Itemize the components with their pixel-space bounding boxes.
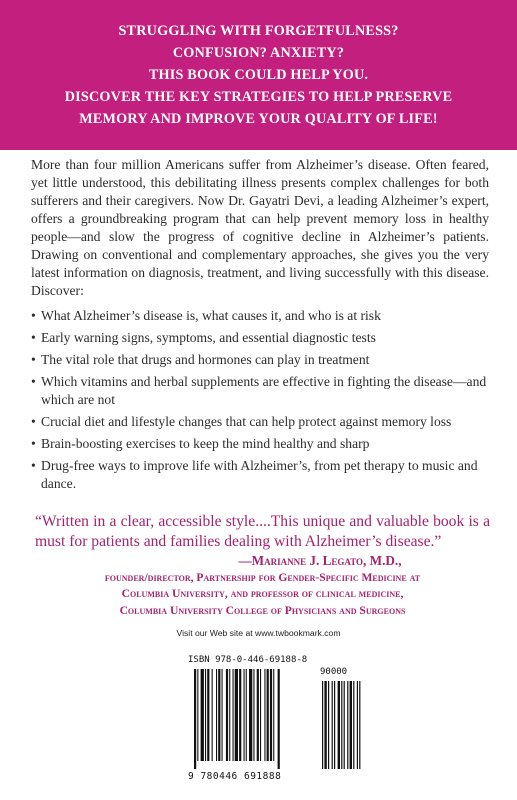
- barcode-bar: [229, 669, 230, 761]
- header-line: STRUGGLING WITH FORGETFULNESS?: [118, 23, 399, 39]
- barcode-bar: [264, 669, 265, 761]
- header-line: CONFUSION? ANXIETY?: [172, 45, 345, 61]
- barcode-bars-icon: [188, 669, 371, 771]
- barcode-bar: [226, 669, 228, 761]
- barcode-bar: [216, 669, 217, 761]
- barcode-addon-bar: [357, 681, 358, 769]
- barcode-bar: [239, 669, 241, 761]
- discover-list: [31, 307, 496, 497]
- barcode-bar: [267, 669, 269, 761]
- quote-author: —Marianne J. Legato, M.D.,: [238, 553, 402, 568]
- barcode-bar: [253, 669, 254, 761]
- attrib-line: Columbia University, and professor of clinical medicine,: [121, 587, 404, 600]
- list-item: • Which vitamins and herbal supplements are effective in fighting the disease—and which are not: [31, 374, 487, 407]
- barcode-bar: [257, 669, 259, 761]
- barcode-addon-bar: [332, 681, 333, 769]
- barcode-addon-bar: [359, 681, 360, 769]
- header-line: MEMORY AND IMPROVE YOUR QUALITY OF LIFE!: [79, 111, 438, 127]
- barcode-bar: [235, 669, 238, 761]
- barcode-bar: [212, 669, 213, 761]
- barcode-addon-bar: [341, 681, 342, 769]
- barcode-bar: [260, 669, 261, 761]
- bullet-icon: •: [31, 374, 36, 389]
- endorsement-quote: [35, 512, 490, 619]
- barcode-bar: [246, 669, 247, 761]
- barcode-bar: [270, 669, 272, 761]
- barcode-addon-bar: [334, 681, 335, 769]
- barcode-addon-bar: [328, 681, 329, 769]
- barcode-bar: [205, 669, 206, 761]
- barcode-bar: [244, 669, 245, 761]
- barcode-bar: [201, 669, 204, 761]
- list-item: • The vital role that drugs and hormones can play in treatment: [31, 352, 370, 367]
- bullet-icon: •: [31, 352, 36, 367]
- barcode-bar: [233, 669, 234, 761]
- list-item: • Early warning signs, symptoms, and essential diagnostic tests: [31, 330, 376, 345]
- barcode-addon-bar: [353, 681, 354, 769]
- list-item: • Brain-boosting exercises to keep the mind healthy and sharp: [31, 436, 370, 451]
- barcode-bar: [207, 669, 209, 761]
- quote-text: “Written in a clear, accessible style....This unique and valuable book is a must for patients and families dealing with Alzheimer’s disease.”: [35, 513, 490, 550]
- barcode-addon-bar: [347, 681, 348, 769]
- intro-paragraph: More than four million Americans suffer from Alzheimer’s disease. Often feared, yet little understood, this debilitating illness presents complex challenges for both sufferers and their caregivers. Now Dr. Gayatri Devi, a leading Alzheimer’s expert, offers a groundbreaking program that can help prevent memory loss in healthy people—and slow the progress of cognitive decline in Alzheimer’s patients. Drawing on conventional and complementary approaches, she gives you the very latest information on diagnosis, treatment, and living successfully with this disease. Discover:: [31, 157, 489, 298]
- bullet-icon: •: [31, 458, 36, 473]
- attrib-line: Columbia University College of Physicians and Surgeons: [119, 603, 406, 617]
- barcode-addon-bar: [350, 681, 352, 769]
- barcode-addon-bar: [338, 681, 340, 769]
- barcode-bar: [197, 669, 198, 761]
- list-item: • Drug-free ways to improve life with Alzheimer’s, from pet therapy to music and dance.: [31, 458, 478, 491]
- bullet-icon: •: [31, 330, 36, 345]
- attrib-line: founder/director, Partnership for Gender-Specific Medicine at: [104, 570, 421, 584]
- barcode-addon-number: 90000: [320, 667, 348, 677]
- bullet-icon: •: [31, 308, 36, 323]
- cover-header-band: [0, 0, 517, 150]
- barcode-addon-bar: [322, 681, 323, 769]
- barcode-bar: [218, 669, 220, 761]
- list-item: • What Alzheimer’s disease is, what causes it, and who is at risk: [31, 308, 381, 323]
- barcode-bar: [194, 669, 196, 769]
- website-line: Visit our Web site at www.twbookmark.com: [176, 628, 341, 638]
- barcode: [188, 655, 371, 785]
- barcode-bar: [249, 669, 252, 761]
- barcode-addon-bar: [324, 681, 326, 769]
- barcode-bar: [278, 669, 280, 769]
- header-line: DISCOVER THE KEY STRATEGIES TO HELP PRESERVE: [64, 89, 453, 105]
- header-line: THIS BOOK COULD HELP YOU.: [148, 67, 369, 83]
- bullet-icon: •: [31, 436, 36, 451]
- list-item: • Crucial diet and lifestyle changes that can help protect against memory loss: [31, 414, 452, 429]
- barcode-bar: [273, 669, 274, 761]
- bullet-icon: •: [31, 414, 36, 429]
- barcode-number: 9 780446 691888: [188, 771, 282, 782]
- isbn-label: ISBN 978-0-446-69188-8: [188, 655, 308, 665]
- barcode-addon-bar: [344, 681, 345, 769]
- barcode-bar: [222, 669, 223, 761]
- quote-attribution: [35, 553, 490, 619]
